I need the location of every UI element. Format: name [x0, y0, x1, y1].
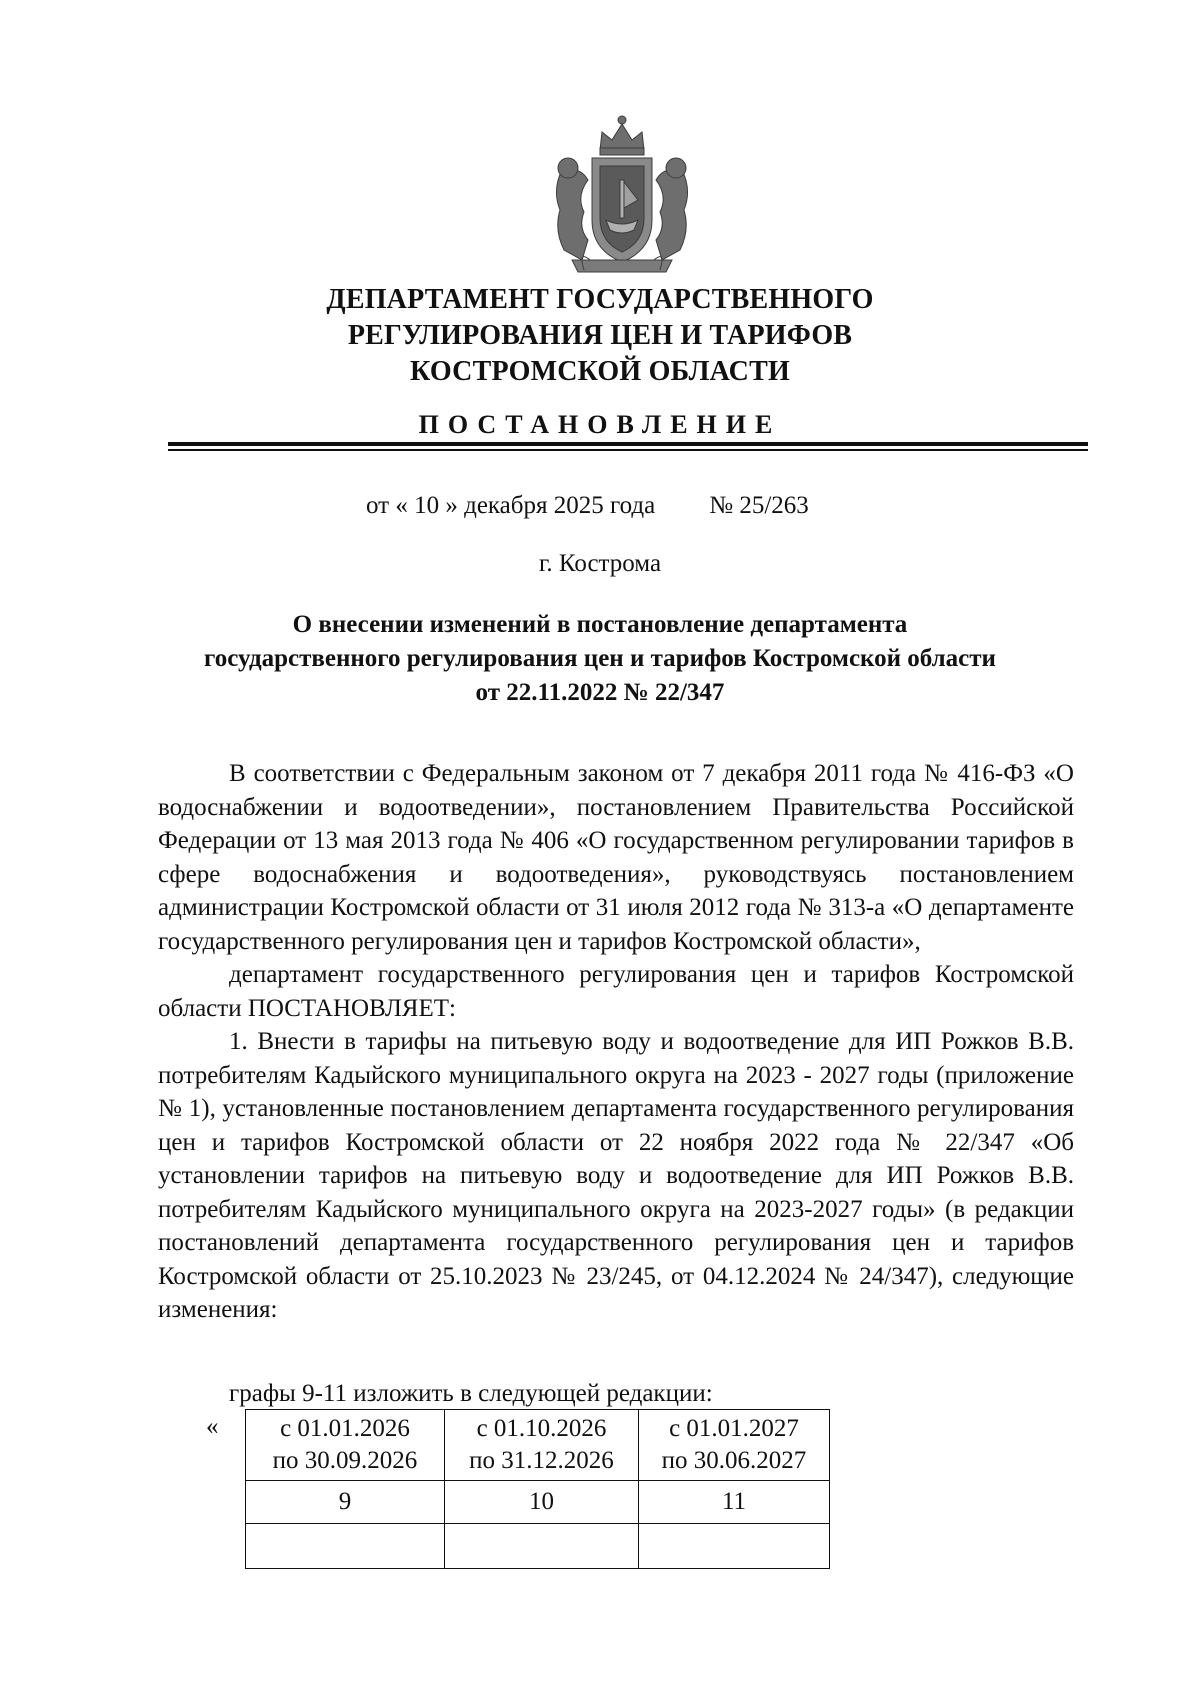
table-cell-period: [639, 1410, 830, 1481]
date-number-line: [366, 492, 809, 520]
table-intro: графы 9-11 изложить в следующей редакции:: [229, 1380, 713, 1407]
table-cell-column-number: 11: [639, 1481, 830, 1524]
table-row: [246, 1524, 830, 1569]
header-divider: [168, 442, 1088, 446]
document-subject: [150, 608, 1050, 710]
document-type: ПОСТАНОВЛЕНИЕ: [418, 410, 782, 439]
subject-line: государственного регулирования цен и тарифов Костромской области: [204, 645, 996, 672]
tariff-table: [245, 1409, 830, 1569]
table-cell-column-number: 10: [445, 1481, 639, 1524]
table-row: [246, 1481, 830, 1524]
department-name: [200, 282, 1000, 390]
subject-line: О внесении изменений в постановление департамента: [292, 611, 908, 638]
table-cell-period: [445, 1410, 639, 1481]
body-paragraph: департамент государственного регулирования цен и тарифов Костромской области ПОСТАНОВЛЯЕТ:: [158, 961, 1074, 1022]
document-date: от « 10 » декабря 2025 года: [366, 492, 656, 519]
subject-line: от 22.11.2022 № 22/347: [475, 679, 725, 706]
table-cell-empty: [246, 1524, 445, 1569]
period-to: по 30.09.2026: [272, 1447, 418, 1474]
table-cell-empty: [639, 1524, 830, 1569]
period-to: по 30.06.2027: [661, 1447, 807, 1474]
table-cell-empty: [445, 1524, 639, 1569]
period-from: с 01.01.2026: [280, 1415, 410, 1442]
document-number: № 25/263: [709, 492, 809, 519]
period-from: с 01.10.2026: [476, 1415, 607, 1442]
body-paragraph: 1. Внести в тарифы на питьевую воду и водоотведение для ИП Рожков В.В. потребителям Кадыйского муниципального округа на 2023 - 2027 годы (приложение № 1), установленные постановлением департамента государственного регулирования цен и тарифов Костромской области от 22 ноября 2022 года № 22/347 «Об установлении тарифов на питьевую воду и водоотведение для ИП Рожков В.В. потребителям Кадыйского муниципального округа на 2023-2027 годы» (в редакции постановлений департамента государственного регулирования цен и тарифов Костромской области от 25.10.2023 № 23/245, от 04.12.2024 № 24/347), следующие изменения:: [158, 1028, 1074, 1323]
body-paragraph: В соответствии с Федеральным законом от 7 декабря 2011 года № 416-ФЗ «О водоснабжении и водоотведении», постановлением Правительства Российской Федерации от 13 мая 2013 года № 406 «О государственном регулировании тарифов в сфере водоснабжения и водоотведения», руководствуясь постановлением администрации Костромской области от 31 июля 2012 года № 313-а «О департаменте государственного регулирования цен и тарифов Костромской области»,: [158, 760, 1074, 955]
table-row: [246, 1410, 830, 1481]
coat-of-arms-icon: [542, 110, 702, 280]
department-line: КОСТРОМСКОЙ ОБЛАСТИ: [410, 356, 790, 387]
header-divider-thin: [168, 449, 1088, 451]
period-from: с 01.01.2027: [669, 1415, 799, 1442]
city: г. Кострома: [538, 550, 662, 577]
quote-open: «: [206, 1413, 219, 1440]
document-body: [158, 757, 1074, 1327]
department-line: ДЕПАРТАМЕНТ ГОСУДАРСТВЕННОГО: [326, 284, 874, 315]
period-to: по 31.12.2026: [469, 1447, 614, 1474]
table-cell-column-number: 9: [246, 1481, 445, 1524]
table-cell-period: [246, 1410, 445, 1481]
department-line: РЕГУЛИРОВАНИЯ ЦЕН И ТАРИФОВ: [347, 320, 853, 351]
